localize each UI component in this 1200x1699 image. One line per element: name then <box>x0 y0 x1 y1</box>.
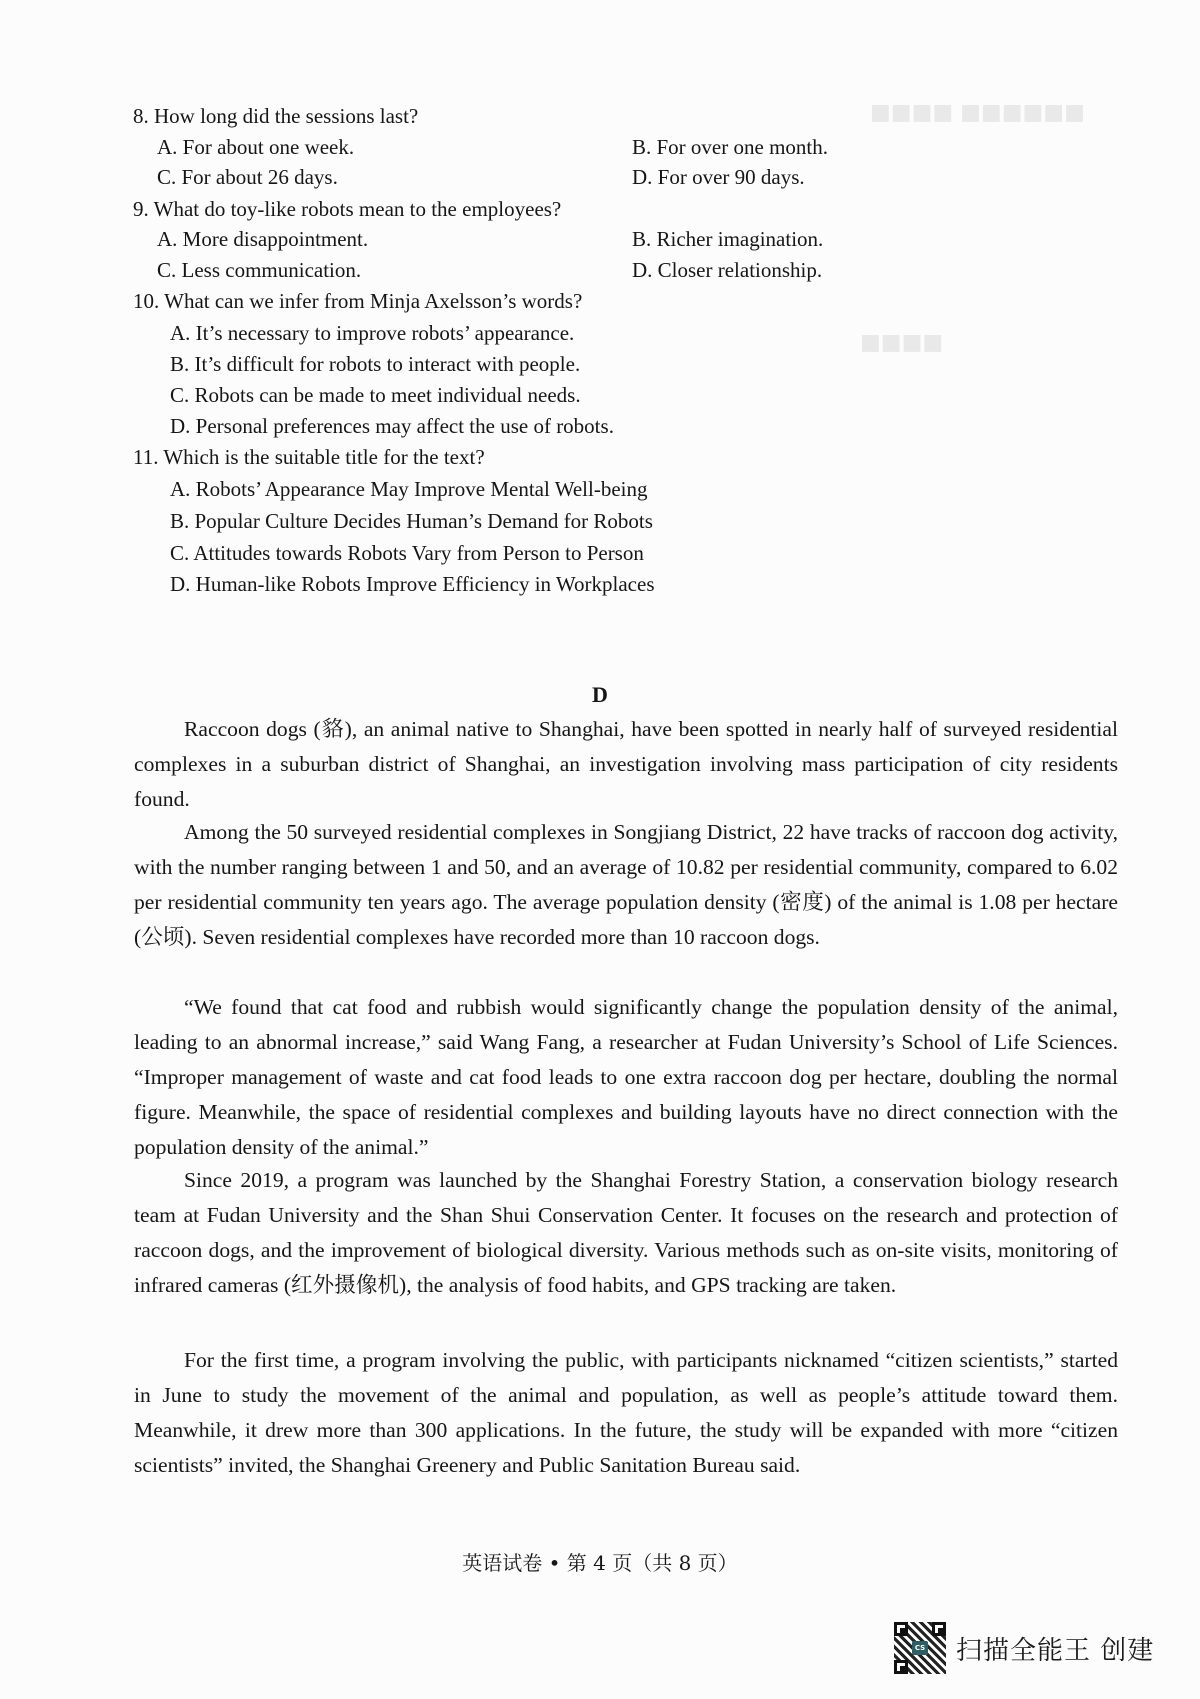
question-9-stem: 9. What do toy-like robots mean to the employees? <box>133 197 562 221</box>
question-8-stem: 8. How long did the sessions last? <box>133 104 419 128</box>
question-10-stem: 10. What can we infer from Minja Axelsson’s words? <box>133 289 583 313</box>
cs-badge: CS <box>912 1641 928 1655</box>
passage-paragraph-4: Since 2019, a program was launched by the Shanghai Forestry Station, a conservation biology research team at Fudan University and the Shan Shui Conservation Center. It focuses on the research and protection of raccoon dogs, and the improvement of biological diversity. Various methods such as on-site visits, monitoring of infrared cameras (红外摄像机), the analysis of food habits, and GPS tracking are taken. <box>134 1168 1118 1297</box>
question-11-stem: 11. Which is the suitable title for the text? <box>133 445 485 469</box>
question-10-option-b: B. It’s difficult for robots to interact with people. <box>170 352 581 376</box>
question-11-option-d: D. Human-like Robots Improve Efficiency in Workplaces <box>170 572 655 596</box>
question-8-option-b: B. For over one month. <box>632 135 828 159</box>
question-9-option-b: B. Richer imagination. <box>632 227 824 251</box>
question-10-option-d: D. Personal preferences may affect the use of robots. <box>170 414 614 438</box>
question-10-option-a: A. It’s necessary to improve robots’ appearance. <box>170 321 575 345</box>
question-8-option-c: C. For about 26 days. <box>157 165 338 189</box>
scanner-watermark <box>894 1622 1154 1674</box>
watermark-text: 扫描全能王 创建 <box>956 1635 1155 1666</box>
question-11-option-b: B. Popular Culture Decides Human’s Demand for Robots <box>170 509 653 533</box>
question-11-option-a: A. Robots’ Appearance May Improve Mental Well-being <box>170 477 648 501</box>
qr-code-icon <box>894 1622 946 1674</box>
page-footer: 英语试卷 • 第 4 页（共 8 页） <box>462 1551 738 1575</box>
question-11-option-c: C. Attitudes towards Robots Vary from Person to Person <box>170 541 644 565</box>
question-9-option-a: A. More disappointment. <box>157 227 369 251</box>
question-9-option-d: D. Closer relationship. <box>632 258 823 282</box>
question-10-option-c: C. Robots can be made to meet individual needs. <box>170 383 581 407</box>
question-9-option-c: C. Less communication. <box>157 258 362 282</box>
passage-paragraph-5: For the first time, a program involving the public, with participants nicknamed “citizen scientists,” started in June to study the movement of the animal and population, as well as people’s attitude toward them. Meanwhile, it drew more than 300 applications. In the future, the study will be expanded with more “citizen scientists” invited, the Shanghai Greenery and Public Sanitation Bureau said. <box>134 1348 1118 1477</box>
question-8-option-a: A. For about one week. <box>157 135 355 159</box>
question-8-option-d: D. For over 90 days. <box>632 165 805 189</box>
bleed-through-text: ■■■■ <box>860 330 944 355</box>
section-heading: D <box>592 682 608 707</box>
passage-paragraph-3: “We found that cat food and rubbish would significantly change the population density of the animal, leading to an abnormal increase,” said Wang Fang, a researcher at Fudan University’s School of Life Sciences. “Improper management of waste and cat food leads to one extra raccoon dog per hectare, doubling the normal figure. Meanwhile, the space of residential complexes and building layouts have no direct connection with the population density of the animal.” <box>134 995 1118 1159</box>
passage-paragraph-2: Among the 50 surveyed residential complexes in Songjiang District, 22 have tracks of raccoon dog activity, with the number ranging between 1 and 50, and an average of 10.82 per residential community, compared to 6.02 per residential community ten years ago. The average population density (密度) of the animal is 1.08 per hectare (公顷). Seven residential complexes have recorded more than 10 raccoon dogs. <box>134 820 1118 949</box>
passage-paragraph-1: Raccoon dogs (貉), an animal native to Shanghai, have been spotted in nearly half of surveyed residential complexes in a suburban district of Shanghai, an investigation involving mass participation of city residents found. <box>134 717 1118 811</box>
bleed-through-text: ■■■■ ■■■■■■ <box>870 100 1085 125</box>
